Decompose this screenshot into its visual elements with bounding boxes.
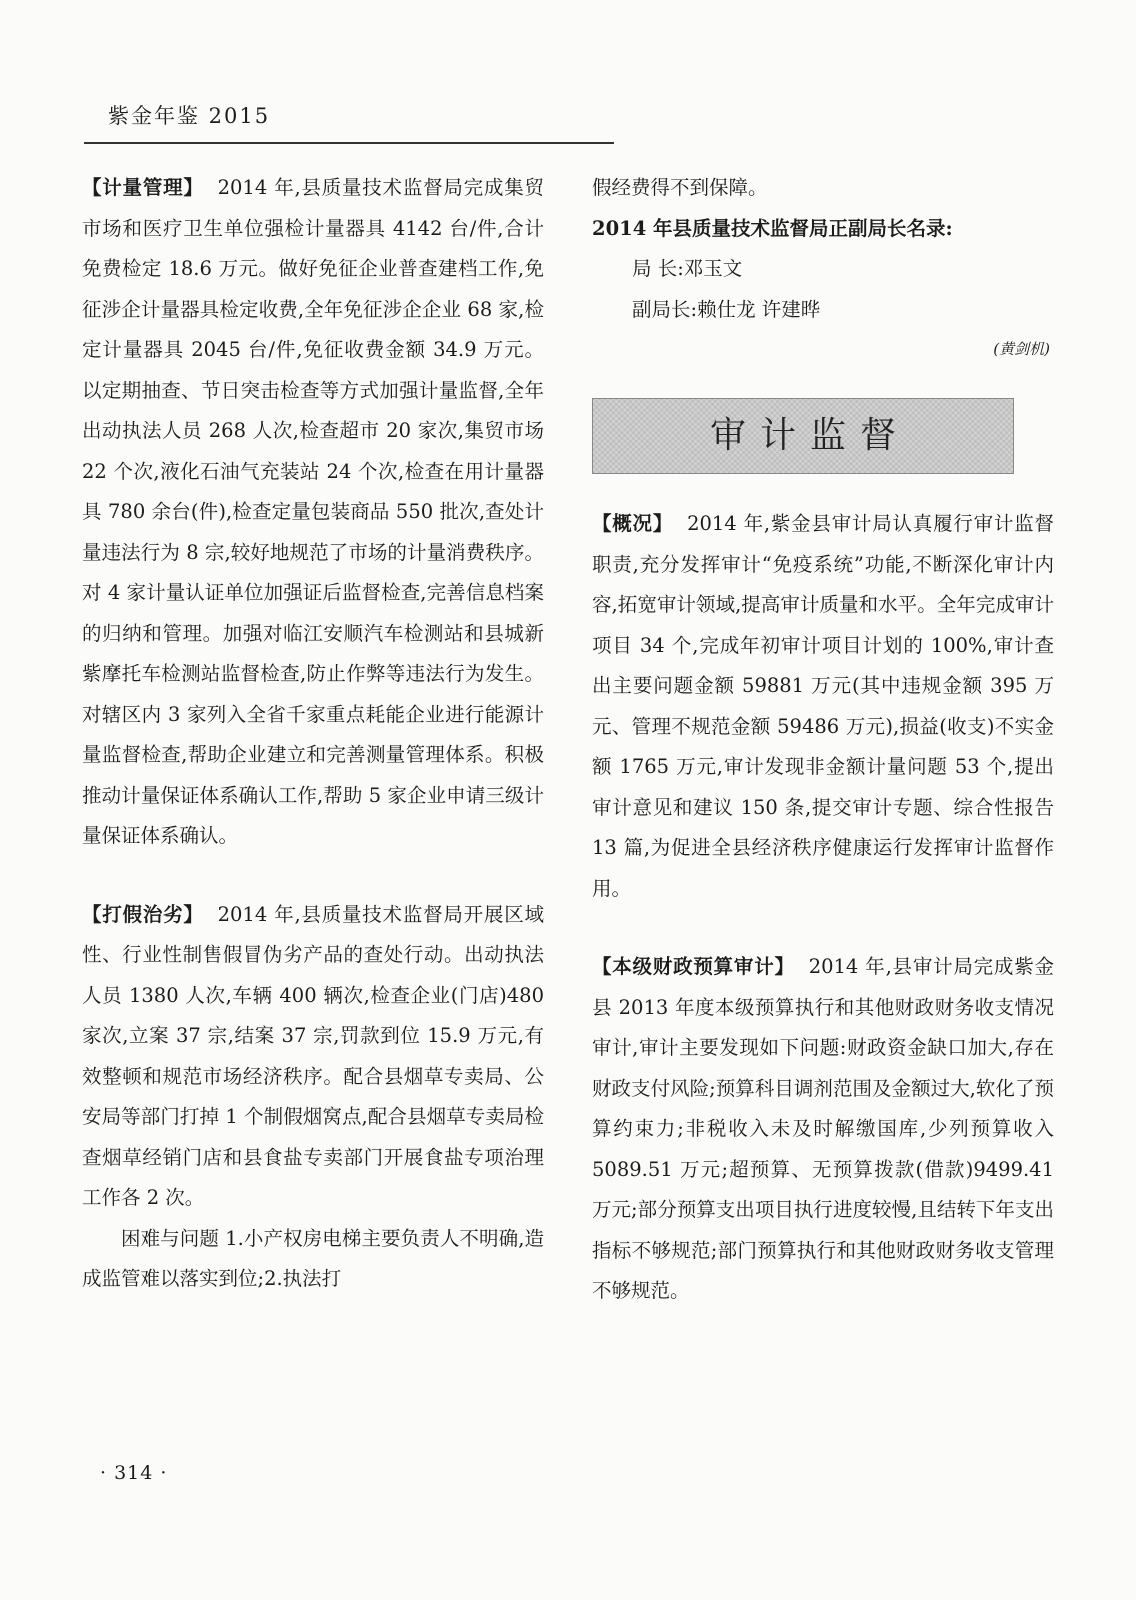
paragraph-body: 2014 年,县审计局完成紫金县 2013 年度本级预算执行和其他财政财务收支情况审计,审计主要发现如下问题:财政资金缺口加大,存在财政支付风险;预算科目调剂范围及金额过大,软化了预算约束力;非税收入未及时解缴国库,少列预算收入 5089.51 万元;超预算、无预算拨款(借款)9499.41 万元;部分预算支出项目执行进度较慢,且结转下年支出指标不够规范;部门预算执行和其他财政财务收支管理不够规范。 [592, 955, 1054, 1302]
section-banner [592, 398, 1014, 474]
paragraph-continuation: 假经费得不到保障。 [592, 176, 768, 199]
running-header: 紫金年鉴 2015 [108, 104, 271, 128]
author-signature: (黄剑机) [993, 340, 1050, 358]
section-head-budget-audit: 【本级财政预算审计】 [592, 955, 795, 978]
paragraph-body: 2014 年,县质量技术监督局完成集贸市场和医疗卫生单位强检计量器具 4142 台/件,合计免费检定 18.6 万元。做好免征企业普查建档工作,免征涉企计量器具检定收费,全年免征涉企企业 68 家,检定计量器具 2045 台/件,免征收费金额 34.9 万元。以定期抽查、节日突击检查等方式加强计量监督,全年出动执法人员 268 人次,检查超市 20 家次,集贸市场 22 个次,液化石油气充装站 24 个次,检查在用计量器具 780 余台(件),检查定量包装商品 550 批次,查处计量违法行为 8 宗,较好地规范了市场的计量消费秩序。对 4 家计量认证单位加强证后监督检查,完善信息档案的归纳和管理。加强对临江安顺汽车检测站和县城新紫摩托车检测站监督检查,防止作弊等违法行为发生。对辖区内 3 家列入全省千家重点耗能企业进行能源计量监督检查,帮助企业建立和完善测量管理体系。积极推动计量保证体系确认工作,帮助 5 家企业申请三级计量保证体系确认。 [82, 176, 544, 847]
paragraph-anti-counterfeit [82, 895, 544, 1219]
paragraph-measurement-management [82, 168, 544, 857]
section-title: 审计监督 [709, 414, 910, 456]
page-number: · 314 · [100, 1462, 168, 1484]
left-column [82, 168, 544, 1300]
paragraph-body: 2014 年,县质量技术监督局开展区域性、行业性制售假冒伪劣产品的查处行动。出动执法人员 1380 人次,车辆 400 辆次,检查企业(门店)480 家次,立案 37 宗,结案 37 宗,罚款到位 15.9 万元,有效整顿和规范市场经济秩序。配合县烟草专卖局、公安局等部门打掉 1 个制假烟窝点,配合县烟草专卖局检查烟草经销门店和县食盐专卖部门开展食盐专项治理工作各 2 次。 [82, 902, 544, 1209]
right-column [592, 168, 1054, 1312]
paragraph-body: 2014 年,紫金县审计局认真履行审计监督职责,充分发挥审计“免疫系统”功能,不断深化审计内容,拓宽审计领域,提高审计质量和水平。全年完成审计项目 34 个,完成年初审计项目计划的 100%,审计查出主要问题金额 59881 万元(其中违规金额 395 万元、管理不规范金额 59486 万元),损益(收支)不实金额 1765 万元,审计发现非金额计量问题 53 个,提出审计意见和建议 150 条,提交审计专题、综合性报告 13 篇,为促进全县经济秩序健康运行发挥审计监督作用。 [592, 512, 1054, 900]
roster-director: 局 长:邓玉文 [632, 257, 743, 280]
roster-deputy: 副局长:赖仕龙 许建晔 [632, 297, 821, 321]
section-head-measurement: 【计量管理】 [82, 176, 204, 199]
header-rule [84, 142, 614, 144]
paragraph-budget-audit [592, 947, 1054, 1312]
roster-title: 2014 年县质量技术监督局正副局长名录: [592, 216, 953, 240]
section-head-anti-counterfeit: 【打假治劣】 [82, 902, 204, 926]
paragraph-difficulties: 困难与问题 1.小产权房电梯主要负责人不明确,造成监管难以落实到位;2.执法打 [82, 1226, 544, 1290]
section-head-overview: 【概况】 [592, 512, 674, 535]
paragraph-overview [592, 504, 1054, 909]
